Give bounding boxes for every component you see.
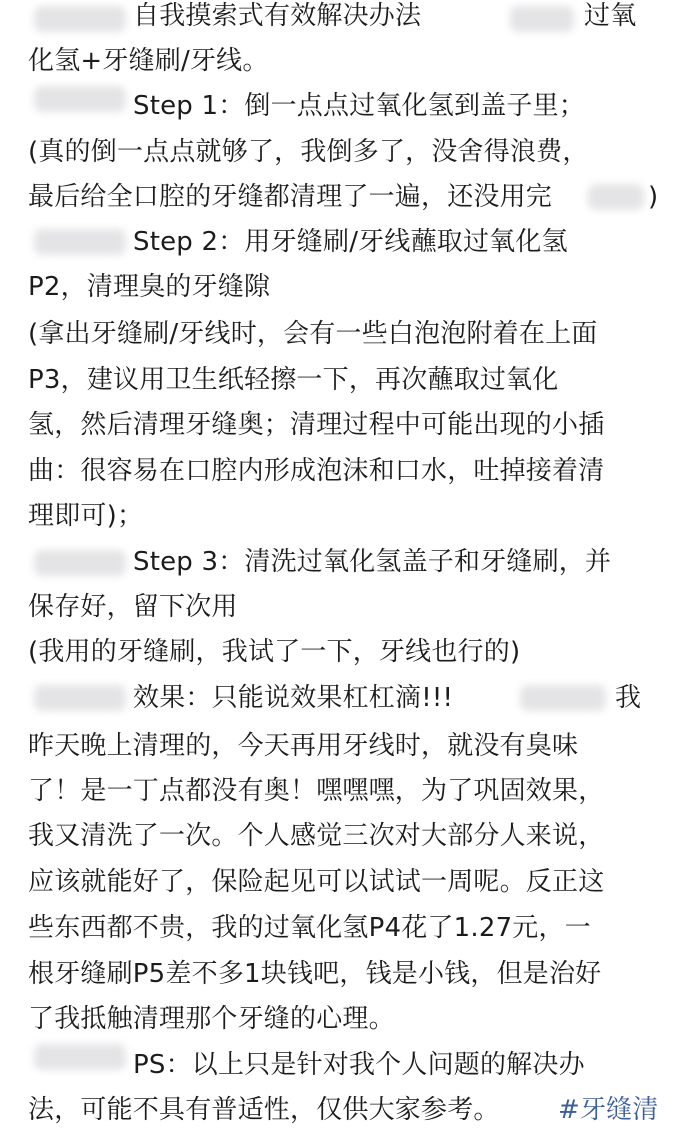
result-heading: 效果：只能说效果杠杠滴!!! (133, 683, 454, 713)
text-line: 我又清洗了一次。个人感觉三次对大部分人来说， (28, 821, 605, 851)
text-line: 过氧 (584, 1, 637, 31)
text-line: (拿出牙缝刷/牙线时，会有一些白泡泡附着在上面 (28, 319, 598, 349)
text-line: 最后给全口腔的牙缝都清理了一遍，还没用完 (28, 182, 553, 212)
text-line: 了！是一丁点都没有奥！嘿嘿嘿，为了巩固效果， (28, 776, 605, 806)
blurred-emoji (34, 550, 126, 576)
blurred-emoji (588, 184, 644, 210)
step-2-heading: Step 2：用牙缝刷/牙线蘸取过氧化氢 (133, 227, 568, 257)
text-line: 些东西都不贵，我的过氧化氢P4花了1.27元，一 (28, 913, 591, 943)
blurred-emoji (34, 6, 126, 32)
text-line: 曲：很容易在口腔内形成泡沫和口水，吐掉接着清 (28, 456, 605, 486)
text-line: 法，可能不具有普适性，仅供大家参考。 (28, 1095, 500, 1125)
blurred-emoji (520, 685, 606, 711)
title-line: 自我摸索式有效解决办法 (133, 1, 422, 31)
blurred-emoji (510, 6, 574, 32)
text-line: 我 (615, 683, 642, 713)
text-line: (真的倒一点点就够了，我倒多了，没舍得浪费， (28, 137, 589, 167)
text-line: 根牙缝刷P5差不多1块钱吧，钱是小钱，但是治好 (28, 959, 602, 989)
text-line: 应该就能好了，保险起见可以试试一周呢。反正这 (28, 867, 605, 897)
text-line: (我用的牙缝刷，我试了一下，牙线也行的) (28, 637, 521, 667)
blurred-emoji (34, 229, 126, 255)
text-line: 昨天晚上清理的，今天再用牙线时，就没有臭味 (28, 731, 579, 761)
step-3-heading: Step 3：清洗过氧化氢盖子和牙缝刷，并 (133, 547, 612, 577)
blurred-emoji (34, 1044, 126, 1070)
text-line: 保存好，留下次用 (28, 592, 238, 622)
blurred-emoji (34, 86, 126, 112)
text-line: P3，建议用卫生纸轻擦一下，再次蘸取过氧化 (28, 365, 559, 395)
hashtag-link[interactable]: #牙缝清 (558, 1095, 659, 1125)
blurred-emoji (34, 685, 126, 711)
text-line: 化氢+牙缝刷/牙线。 (28, 46, 269, 76)
text-line: ) (648, 182, 659, 212)
text-line: P2，清理臭的牙缝隙 (28, 272, 271, 302)
ps-heading: PS：以上只是针对我个人问题的解决办 (133, 1050, 585, 1080)
text-line: 氢，然后清理牙缝奥；清理过程中可能出现的小插 (28, 410, 605, 440)
step-1-heading: Step 1：倒一点点过氧化氢到盖子里； (133, 91, 586, 121)
text-line: 理即可)； (28, 501, 144, 531)
text-line: 了我抵触清理那个牙缝的心理。 (28, 1004, 395, 1034)
